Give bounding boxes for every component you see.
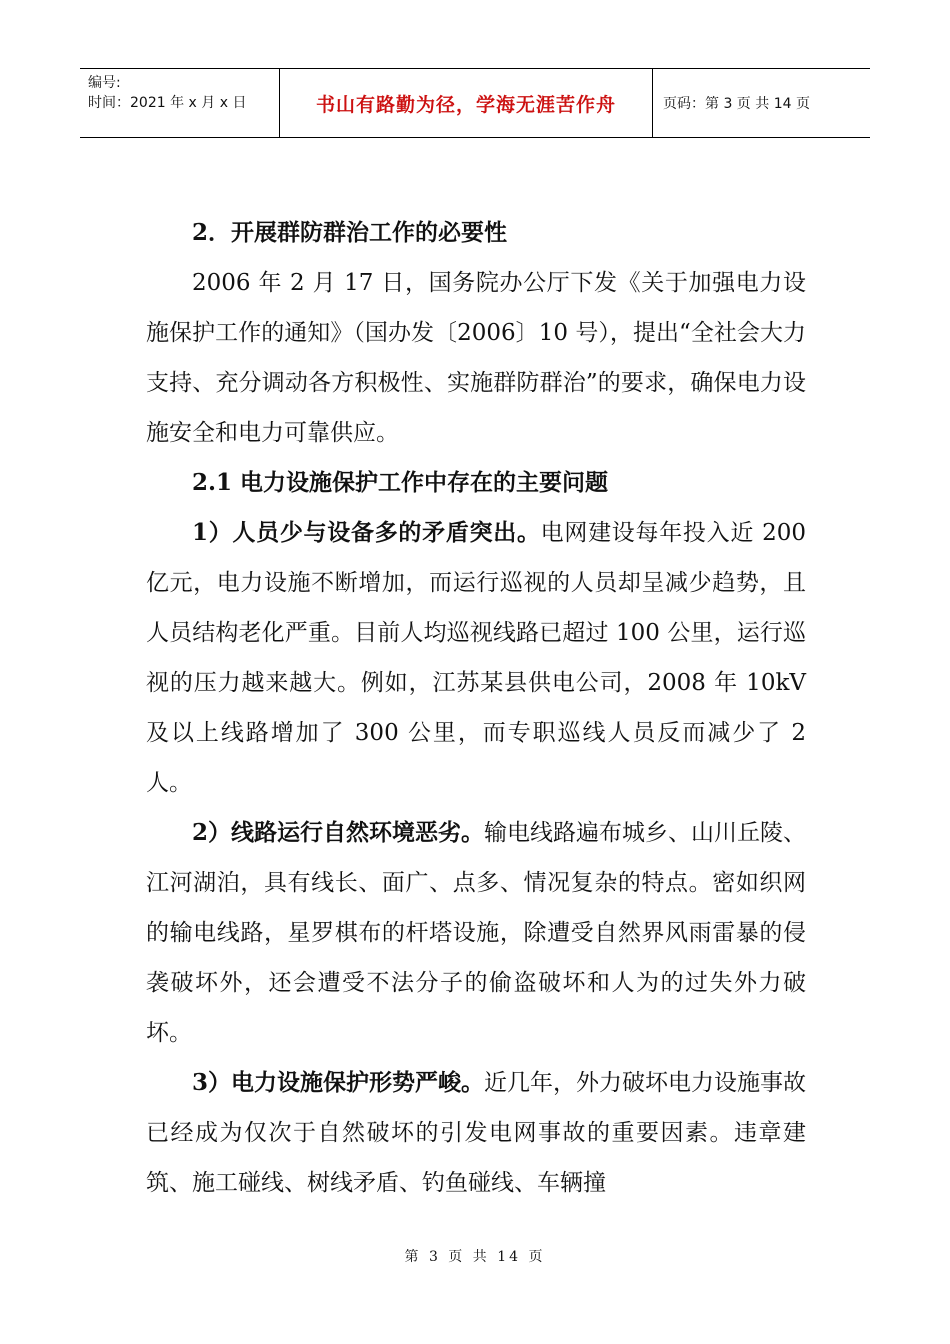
problem-item-lead: 1）人员少与设备多的矛盾突出。 [192, 519, 541, 546]
sub-heading: 2.1 电力设施保护工作中存在的主要问题 [192, 469, 609, 496]
section-heading: 2．开展群防群治工作的必要性 [192, 219, 508, 246]
document-body [146, 208, 806, 1208]
problem-item-3 [146, 1058, 806, 1208]
problem-item-lead: 2）线路运行自然环境恶劣。 [192, 819, 485, 846]
problem-item-text: 电网建设每年投入近 200 亿元，电力设施不断增加，而运行巡视的人员却呈减少趋势，且人员结构老化严重。目前人均巡视线路已超过 100 公里，运行巡视的压力越来越大。例如，江苏某县供电公司，2008 年 10kV 及以上线路增加了 300 公里，而专职巡线人员反而减少了 2 人。 [146, 520, 806, 796]
document-date: 时间：2021 年 x 月 x 日 [88, 95, 247, 111]
problem-item-2 [146, 808, 806, 1058]
document-code-label: 编号: [88, 75, 121, 91]
page-footer: 第 3 页 共 14 页 [404, 1249, 546, 1265]
header-meta-cell [80, 69, 280, 137]
problem-item-text: 输电线路遍布城乡、山川丘陵、江河湖泊，具有线长、面广、点多、情况复杂的特点。密如织网的输电线路，星罗棋布的杆塔设施，除遭受自然界风雨雷暴的侵袭破坏外，还会遭受不法分子的偷盗破坏和人为的过失外力破坏。 [146, 820, 807, 1046]
problem-item-lead: 3）电力设施保护形势严峻。 [192, 1069, 485, 1096]
header-motto: 书山有路勤为径，学海无涯苦作舟 [280, 69, 653, 137]
problem-item-text: 近几年，外力破坏电力设施事故已经成为仅次于自然破坏的引发电网事故的重要因素。违章建筑、施工碰线、树线矛盾、钓鱼碰线、车辆撞 [146, 1070, 807, 1196]
document-header [80, 68, 870, 138]
intro-paragraph: 2006 年 2 月 17 日，国务院办公厅下发《关于加强电力设施保护工作的通知》（国办发〔2006〕10 号），提出“全社会大力支持、充分调动各方积极性、实施群防群治”的要求，确保电力设施安全和电力可靠供应。 [146, 270, 806, 446]
problem-item-1 [146, 508, 806, 808]
header-page-info: 页码：第 3 页 共 14 页 [663, 96, 810, 112]
